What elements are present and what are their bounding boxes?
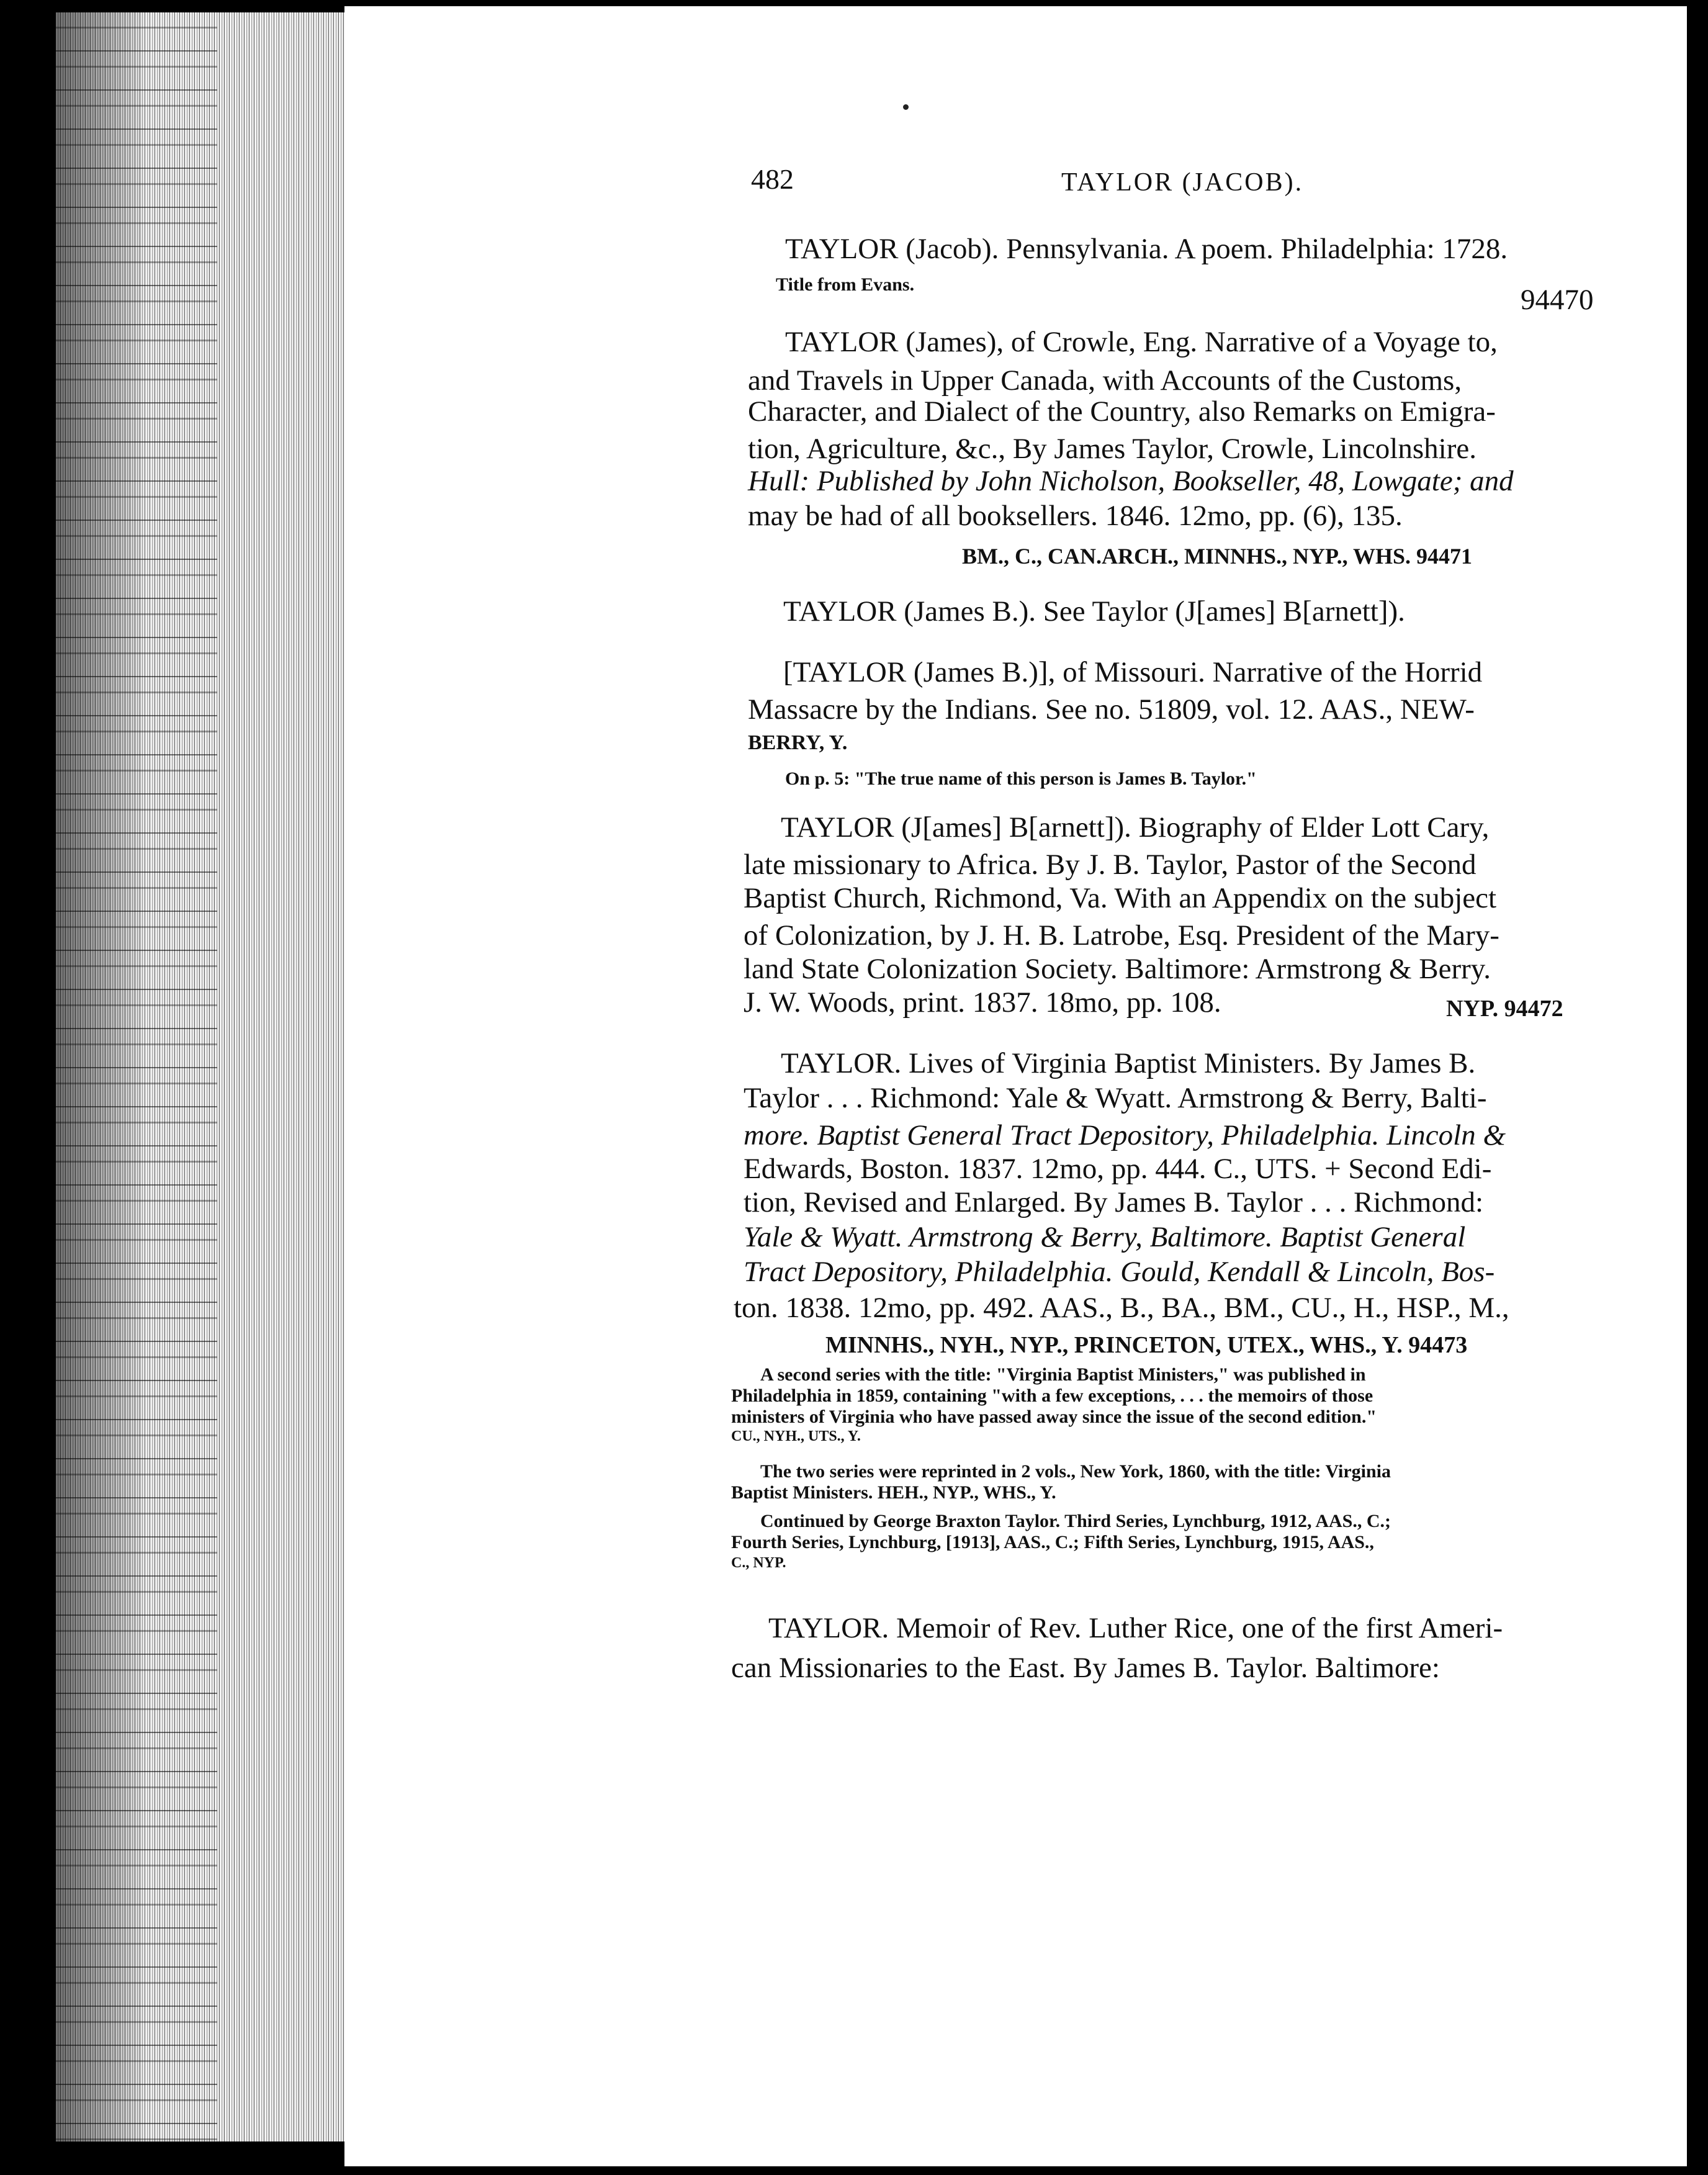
entry-note: C., NYP. — [731, 1555, 786, 1571]
ink-speck — [903, 104, 909, 110]
entry-line: of Colonization, by J. H. B. Latrobe, Esq. President of the Mary- — [744, 919, 1499, 952]
entry-note: Fourth Series, Lynchburg, [1913], AAS., C.; Fifth Series, Lynchburg, 1915, AAS., — [731, 1532, 1374, 1552]
entry-line: and Travels in Upper Canada, with Accounts of the Customs, — [748, 364, 1462, 397]
entry-line: [TAYLOR (James B.)], of Missouri. Narrative of the Horrid — [783, 656, 1483, 688]
entry-line: TAYLOR (James), of Crowle, Eng. Narrative of a Voyage to, — [785, 326, 1498, 358]
entry-note: The two series were reprinted in 2 vols., New York, 1860, with the title: Virginia — [760, 1461, 1391, 1482]
entry-line: TAYLOR (J[ames] B[arnett]). Biography of Elder Lott Cary, — [781, 811, 1490, 844]
entry-note: On p. 5: "The true name of this person is James B. Taylor." — [785, 768, 1257, 789]
entry-line: Taylor . . . Richmond: Yale & Wyatt. Armstrong & Berry, Balti- — [744, 1082, 1487, 1114]
entry-line: Massacre by the Indians. See no. 51809, vol. 12. AAS., NEW- — [748, 693, 1475, 726]
entry-line: TAYLOR (Jacob). Pennsylvania. A poem. Philadelphia: 1728. — [785, 233, 1508, 265]
entry-line: Baptist Church, Richmond, Va. With an Appendix on the subject — [744, 882, 1497, 914]
entry-line: can Missionaries to the East. By James B. Taylor. Baltimore: — [731, 1652, 1440, 1684]
running-head: TAYLOR (JACOB). — [1061, 168, 1304, 197]
entry-line: ton. 1838. 12mo, pp. 492. AAS., B., BA., BM., CU., H., HSP., M., — [734, 1292, 1509, 1324]
entry-note: ministers of Virginia who have passed away since the issue of the second edition." — [731, 1407, 1377, 1427]
entry-line: Tract Depository, Philadelphia. Gould, Kendall & Lincoln, Bos- — [744, 1256, 1495, 1288]
book-page-edges — [56, 12, 348, 2141]
entry-line: tion, Agriculture, &c., By James Taylor, Crowle, Lincolnshire. — [748, 433, 1477, 465]
entry-note: Philadelphia in 1859, containing "with a few exceptions, . . . the memoirs of those — [731, 1385, 1373, 1406]
entry-line: may be had of all booksellers. 1846. 12mo, pp. (6), 135. — [748, 500, 1403, 532]
next-page-edge — [1676, 6, 1687, 2166]
entry-holdings: MINNHS., NYH., NYP., PRINCETON, UTEX., WHS., Y. 94473 — [825, 1332, 1468, 1358]
entry-line: Edwards, Boston. 1837. 12mo, pp. 444. C., UTS. + Second Edi- — [744, 1153, 1492, 1185]
entry-line: TAYLOR (James B.). See Taylor (J[ames] B[arnett]). — [783, 595, 1405, 628]
entry-note: A second series with the title: "Virginia Baptist Ministers," was published in — [760, 1364, 1366, 1385]
entry-line: land State Colonization Society. Baltimore: Armstrong & Berry. — [744, 953, 1491, 985]
entry-holdings: NYP. 94472 — [1446, 996, 1563, 1022]
entry-line: more. Baptist General Tract Depository, Philadelphia. Lincoln & — [744, 1119, 1506, 1151]
entry-line: J. W. Woods, print. 1837. 18mo, pp. 108. — [744, 986, 1221, 1019]
entry-line: late missionary to Africa. By J. B. Taylor, Pastor of the Second — [744, 849, 1477, 881]
entry-note: Baptist Ministers. HEH., NYP., WHS., Y. — [731, 1482, 1056, 1503]
entry-holdings: BM., C., CAN.ARCH., MINNHS., NYP., WHS. 94471 — [962, 544, 1473, 569]
entry-holdings: BERRY, Y. — [748, 731, 848, 754]
entry-note: CU., NYH., UTS., Y. — [731, 1428, 861, 1444]
entry-line: TAYLOR. Memoir of Rev. Luther Rice, one of the first Ameri- — [768, 1612, 1503, 1644]
page-number: 482 — [751, 163, 794, 195]
entry-line: Hull: Published by John Nicholson, Bookseller, 48, Lowgate; and — [748, 465, 1514, 497]
entry-line: TAYLOR. Lives of Virginia Baptist Ministers. By James B. — [781, 1047, 1476, 1079]
entry-line: tion, Revised and Enlarged. By James B. Taylor . . . Richmond: — [744, 1186, 1484, 1218]
entry-note: Continued by George Braxton Taylor. Third Series, Lynchburg, 1912, AAS., C.; — [760, 1511, 1391, 1531]
entry-number: 94470 — [1521, 284, 1594, 316]
entry-line: Character, and Dialect of the Country, also Remarks on Emigra- — [748, 395, 1496, 428]
entry-note: Title from Evans. — [776, 274, 915, 295]
entry-line: Yale & Wyatt. Armstrong & Berry, Baltimore. Baptist General — [744, 1221, 1466, 1253]
